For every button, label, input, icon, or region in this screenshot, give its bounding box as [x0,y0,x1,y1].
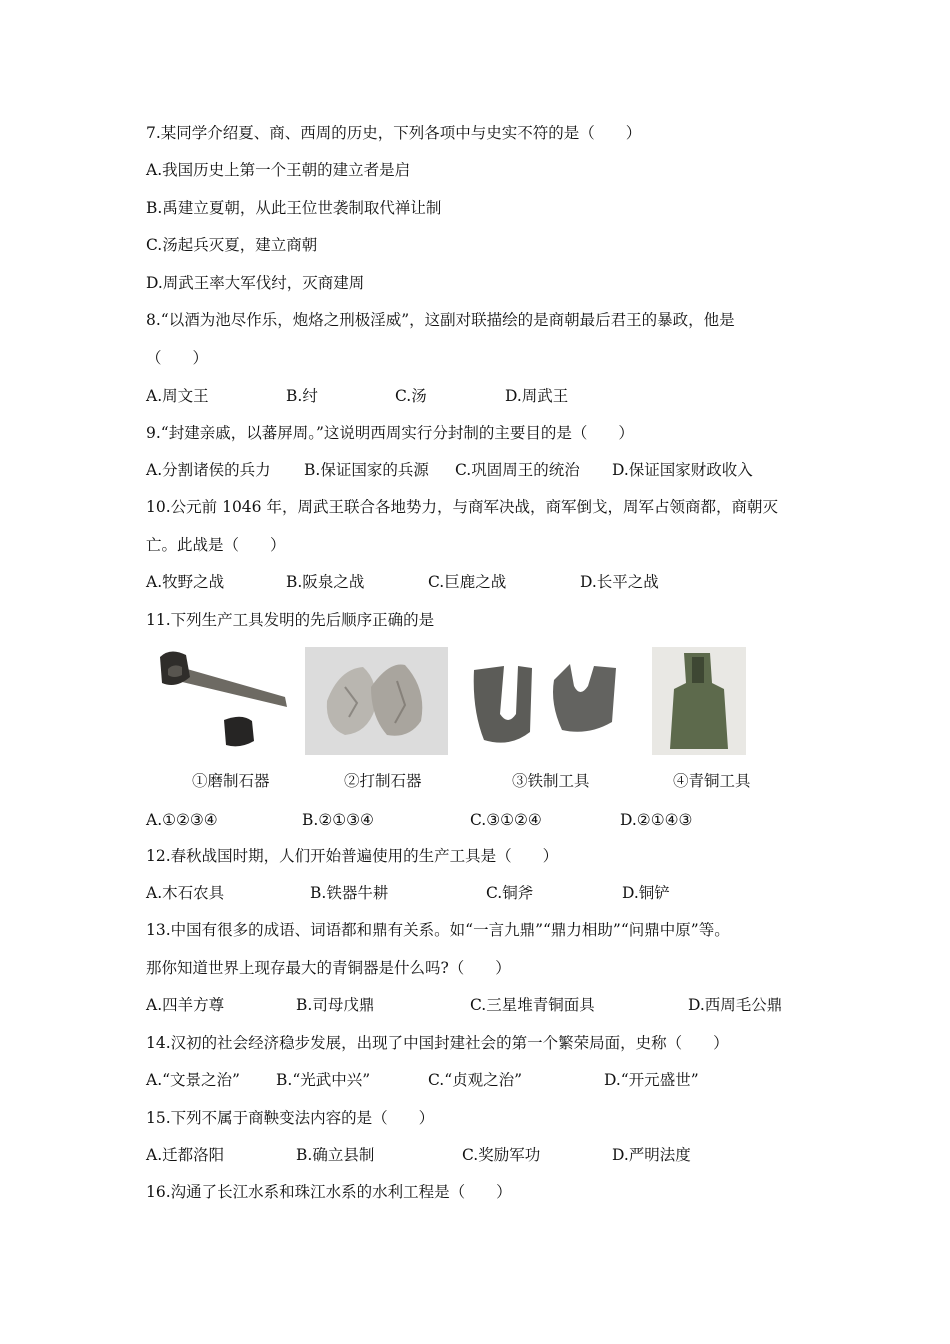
bronze-tool-photo [652,647,746,755]
q12-option-b: B.铁器牛耕 [310,884,389,902]
q7-stem: 7.某同学介绍夏、商、西周的历史，下列各项中与史实不符的是（ ） [146,124,642,142]
q13-option-c: C.三星堆青铜面具 [470,996,595,1014]
chipped-stone-tools-photo [305,647,448,755]
q8-option-c: C.汤 [395,387,427,405]
q8-option-a: A.周文王 [146,387,209,405]
q9-option-c: C.巩固周王的统治 [455,461,580,479]
q10-stem: 10.公元前 1046 年，周武王联合各地势力，与商军决战，商军倒戈，周军占领商都，商朝灭 [146,498,778,516]
iron-tools-image [470,660,620,750]
q16-stem: 16.沟通了长江水系和珠江水系的水利工程是（ ） [146,1183,512,1201]
q10-option-a: A.牧野之战 [146,573,225,591]
q8-stem: 8.“以酒为池尽作乐，炮烙之刑极淫威”，这副对联描绘的是商朝最后君王的暴政，他是 [146,311,735,329]
q7-option-d: D.周武王率大军伐纣，灭商建周 [146,274,365,292]
q13-option-b: B.司母戊鼎 [296,996,375,1014]
q13-stem: 13.中国有很多的成语、词语都和鼎有关系。如“一言九鼎”“鼎力相助”“问鼎中原”等。 [146,921,730,939]
caption-bronze-tools: ④青铜工具 [673,772,751,790]
q12-stem: 12.春秋战国时期，人们开始普遍使用的生产工具是（ ） [146,847,559,865]
q11-option-b: B.②①③④ [302,811,374,829]
q15-option-b: B.确立县制 [296,1146,375,1164]
q11-option-c: C.③①②④ [470,811,542,829]
caption-chipped-stone: ②打制石器 [344,772,422,790]
caption-ground-stone: ①磨制石器 [192,772,270,790]
q7-option-c: C.汤起兵灭夏，建立商朝 [146,236,318,254]
q11-option-d: D.②①④③ [620,811,693,829]
q14-option-a: A.“文景之治” [146,1071,240,1089]
q12-option-a: A.木石农具 [146,884,225,902]
q15-option-a: A.迁都洛阳 [146,1146,225,1164]
q15-option-c: C.奖励军功 [462,1146,541,1164]
q14-option-b: B.“光武中兴” [276,1071,371,1089]
q15-stem: 15.下列不属于商鞅变法内容的是（ ） [146,1109,435,1127]
q7-option-a: A.我国历史上第一个王朝的建立者是启 [146,161,411,179]
q11-stem: 11.下列生产工具发明的先后顺序正确的是 [146,611,435,629]
q10-option-c: C.巨鹿之战 [428,573,507,591]
q10-option-d: D.长平之战 [580,573,659,591]
q14-option-d: D.“开元盛世” [604,1071,699,1089]
q12-option-c: C.铜斧 [486,884,534,902]
caption-iron-tools: ③铁制工具 [512,772,590,790]
q8-option-b: B.纣 [286,387,318,405]
q9-option-b: B.保证国家的兵源 [304,461,429,479]
ground-stone-axe-image [150,645,290,755]
q12-option-d: D.铜铲 [622,884,670,902]
q9-option-a: A.分割诸侯的兵力 [146,461,271,479]
q8-option-d: D.周武王 [505,387,569,405]
q9-stem: 9.“封建亲戚，以蕃屏周。”这说明西周实行分封制的主要目的是（ ） [146,424,634,442]
q8-stem-cont: （ ） [146,349,209,367]
q10-option-b: B.阪泉之战 [286,573,365,591]
q7-option-b: B.禹建立夏朝，从此王位世袭制取代禅让制 [146,199,442,217]
q13-option-d: D.西周毛公鼎 [688,996,783,1014]
q14-option-c: C.“贞观之治” [428,1071,523,1089]
q9-option-d: D.保证国家财政收入 [612,461,753,479]
q13-option-a: A.四羊方尊 [146,996,225,1014]
q10-stem-cont: 亡。此战是（ ） [146,536,286,554]
q13-stem-cont: 那你知道世界上现存最大的青铜器是什么吗?（ ） [146,959,511,977]
q11-option-a: A.①②③④ [146,811,218,829]
q14-stem: 14.汉初的社会经济稳步发展，出现了中国封建社会的第一个繁荣局面，史称（ ） [146,1034,729,1052]
q15-option-d: D.严明法度 [612,1146,691,1164]
